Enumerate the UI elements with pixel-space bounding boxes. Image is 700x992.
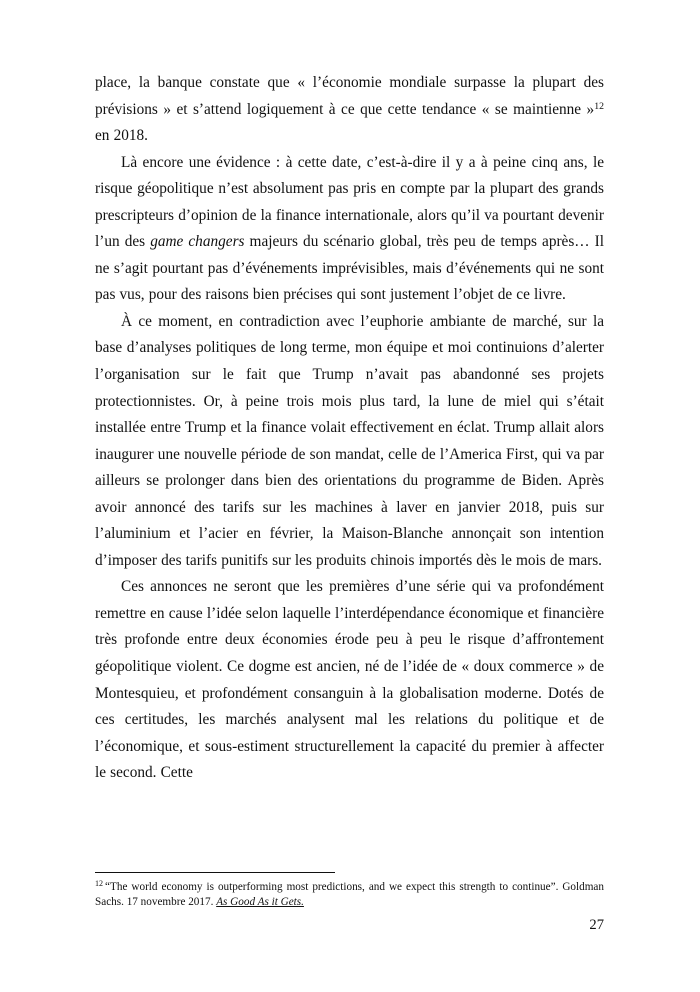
paragraph-3 — [95, 309, 604, 574]
footnote-number: 12 — [95, 878, 104, 888]
paragraph-1 — [95, 70, 604, 150]
footnote-citation-title: As Good As it Gets. — [216, 896, 304, 909]
paragraph-2 — [95, 150, 604, 309]
footnote-text: “The world economy is outperforming most predictions, and we expect this strength to continue”. Goldman Sachs. 17 novembre 2017. — [95, 881, 604, 909]
footnote-reference-12[interactable]: 12 — [594, 100, 604, 112]
paragraph-4 — [95, 574, 604, 786]
footnote-separator-rule — [95, 872, 335, 873]
page-number: 27 — [589, 917, 604, 933]
footnote-12 — [95, 880, 604, 910]
paragraph-2-run-1: Là encore une évidence : à cette date, c’est-à-dire il y a à peine cinq ans, le risque géopolitique n’est absolument pas pris en compte par la plupart des grands prescripteurs d’opinion de la finance internationale, alors qu’il va pourtant devenir l’un des — [95, 153, 604, 251]
emphasis-game-changers: game changers — [150, 233, 245, 251]
footnote-area — [95, 872, 604, 910]
paragraph-3-run-1: À ce moment, en contradiction avec l’euphorie ambiante de marché, sur la base d’analyses politiques de long terme, mon équipe et moi continuions d’alerter l’organisation sur le fait que Trump n’avait pas abandonné ses projets protectionnistes. Or, à peine trois mois plus tard, la lune de miel qui s’était installée entre Trump et la finance volait effectivement en éclat. Trump allait alors inaugurer une nouvelle période de son mandat, celle de l’America First, qui va par ailleurs se prolonger dans bien des orientations du programme de Biden. Après avoir annoncé des tarifs sur les machines à laver en janvier 2018, puis sur l’aluminium et l’acier en février, la Maison-Blanche annonçait son intention d’imposer des tarifs punitifs sur les produits chinois importés dès le mois de mars. — [95, 312, 604, 569]
body-text-block — [95, 70, 604, 787]
paragraph-1-run-1: place, la banque constate que « l’économie mondiale surpasse la plupart des prévisions » et s’attend logiquement à ce que cette tendance « se maintienne » — [95, 74, 604, 118]
paragraph-4-run-1: Ces annonces ne seront que les premières d’une série qui va profondément remettre en cause l’idée selon laquelle l’interdépendance économique et financière très profonde entre deux économies érode peu à peu le risque d’affrontement géopolitique violent. Ce dogme est ancien, né de l’idée de « doux commerce » de Montesquieu, et profondément consanguin à la globalisation moderne. Dotés de ces certitudes, les marchés analysent mal les relations du politique et de l’économique, et sous-estiment structurellement la capacité du premier à affecter le second. Cette — [95, 578, 604, 782]
paragraph-1-run-3: en 2018. — [95, 127, 148, 145]
paragraph-2-run-3: majeurs du scénario global, très peu de temps après… Il ne s’agit pourtant pas d’événements imprévisibles, mais d’événements qui ne sont pas vus, pour des raisons bien précises qui sont justement l’objet de ce livre. — [95, 233, 605, 304]
